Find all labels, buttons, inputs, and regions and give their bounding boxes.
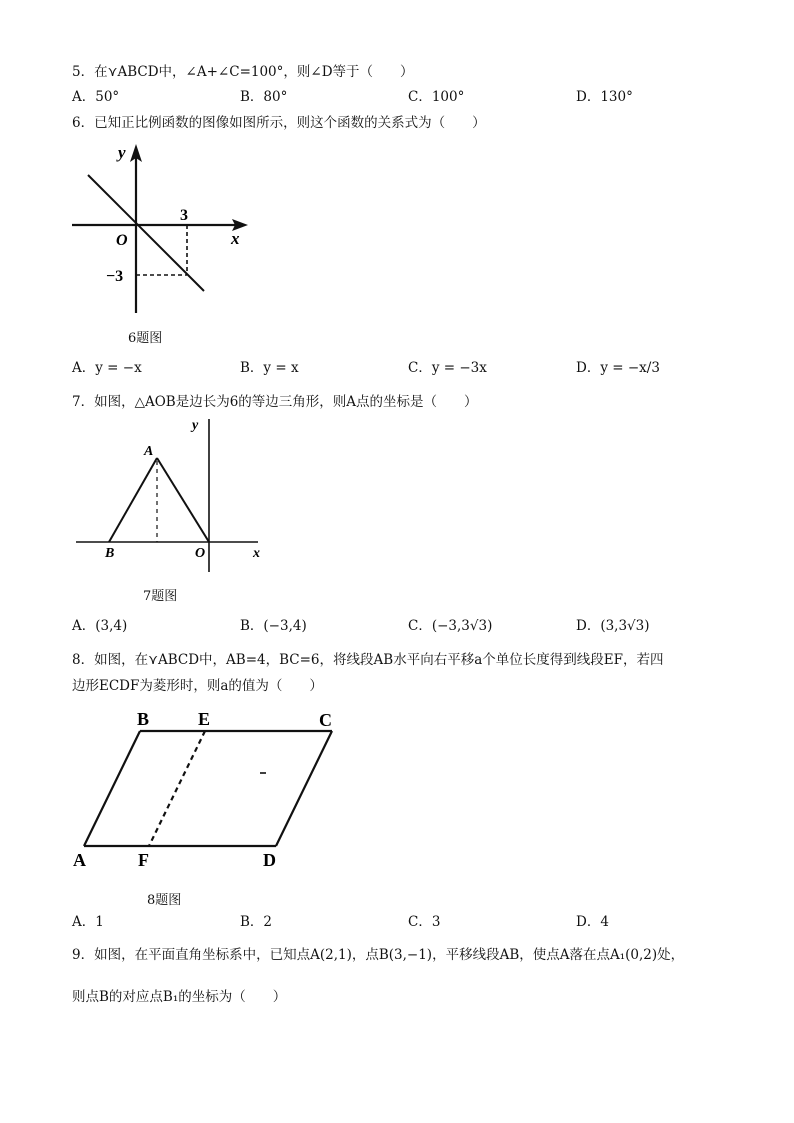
q7-option-d: D．(3,3√3): [576, 618, 650, 634]
q8-option-b: B．2: [240, 914, 273, 930]
q8-option-d: D．4: [576, 914, 609, 930]
q7-point-a: A: [144, 444, 154, 459]
q6-y-tick-label: −3: [106, 268, 124, 285]
q6-x-tick-label: 3: [180, 207, 188, 224]
q9-stem-line1: 9．如图，在平面直角坐标系中，已知点A(2,1)，点B(3,−1)，平移线段AB，使点A落在点A₁(0,2)处，: [72, 947, 685, 963]
q8-point-e: E: [198, 709, 211, 729]
q5-option-a: A．50°: [72, 89, 120, 105]
q6-stem: 6．已知正比例函数的图像如图所示，则这个函数的关系式为（ ）: [72, 115, 486, 131]
q7-stem: 7．如图，△AOB是边长为6的等边三角形，则A点的坐标是（ ）: [72, 394, 478, 410]
q7-caption: 7题图: [143, 589, 178, 604]
q8-point-f: F: [138, 850, 149, 870]
q5-option-d: D．130°: [576, 89, 633, 105]
q5-option-b: B．80°: [240, 89, 288, 105]
q6-option-c: C．y = −3x: [408, 360, 487, 376]
q6-x-label: x: [231, 229, 240, 248]
q7-option-c: C．(−3,3√3): [408, 618, 493, 634]
q7-point-o: O: [195, 546, 206, 561]
q6-figure: [70, 138, 270, 318]
q5-option-c: C．100°: [408, 89, 465, 105]
q8-stem-line1: 8．如图，在⋎ABCD中，AB=4，BC=6，将线段AB水平向右平移a个单位长度得到线段EF，若四: [72, 652, 664, 668]
q8-option-a: A．1: [72, 914, 104, 930]
q8-point-c: C: [319, 710, 332, 730]
q6-y-label: y: [118, 143, 126, 162]
q6-option-b: B．y = x: [240, 360, 299, 376]
q8-point-b: B: [137, 709, 150, 729]
q8-option-c: C．3: [408, 914, 441, 930]
q5-stem: 5．在⋎ABCD中，∠A+∠C=100°，则∠D等于（ ）: [72, 64, 414, 80]
q7-figure: [70, 415, 290, 575]
q6-option-a: A．y = −x: [72, 360, 142, 376]
q8-point-d: D: [263, 850, 276, 870]
q7-point-b: B: [105, 546, 115, 561]
q7-option-b: B．(−3,4): [240, 618, 307, 634]
q8-caption: 8题图: [147, 893, 182, 908]
q8-point-a: A: [73, 850, 86, 870]
q7-y-label: y: [192, 418, 199, 433]
q7-x-label: x: [253, 546, 260, 561]
q9-stem-line2: 则点B的对应点B₁的坐标为（ ）: [72, 989, 287, 1005]
q6-caption: 6题图: [128, 331, 163, 346]
q6-origin-label: O: [116, 232, 128, 249]
q8-figure: [70, 705, 350, 875]
q7-option-a: A．(3,4): [72, 618, 128, 634]
q6-option-d: D．y = −x/3: [576, 360, 660, 376]
q8-stem-line2: 边形ECDF为菱形时，则a的值为（ ）: [72, 678, 323, 694]
